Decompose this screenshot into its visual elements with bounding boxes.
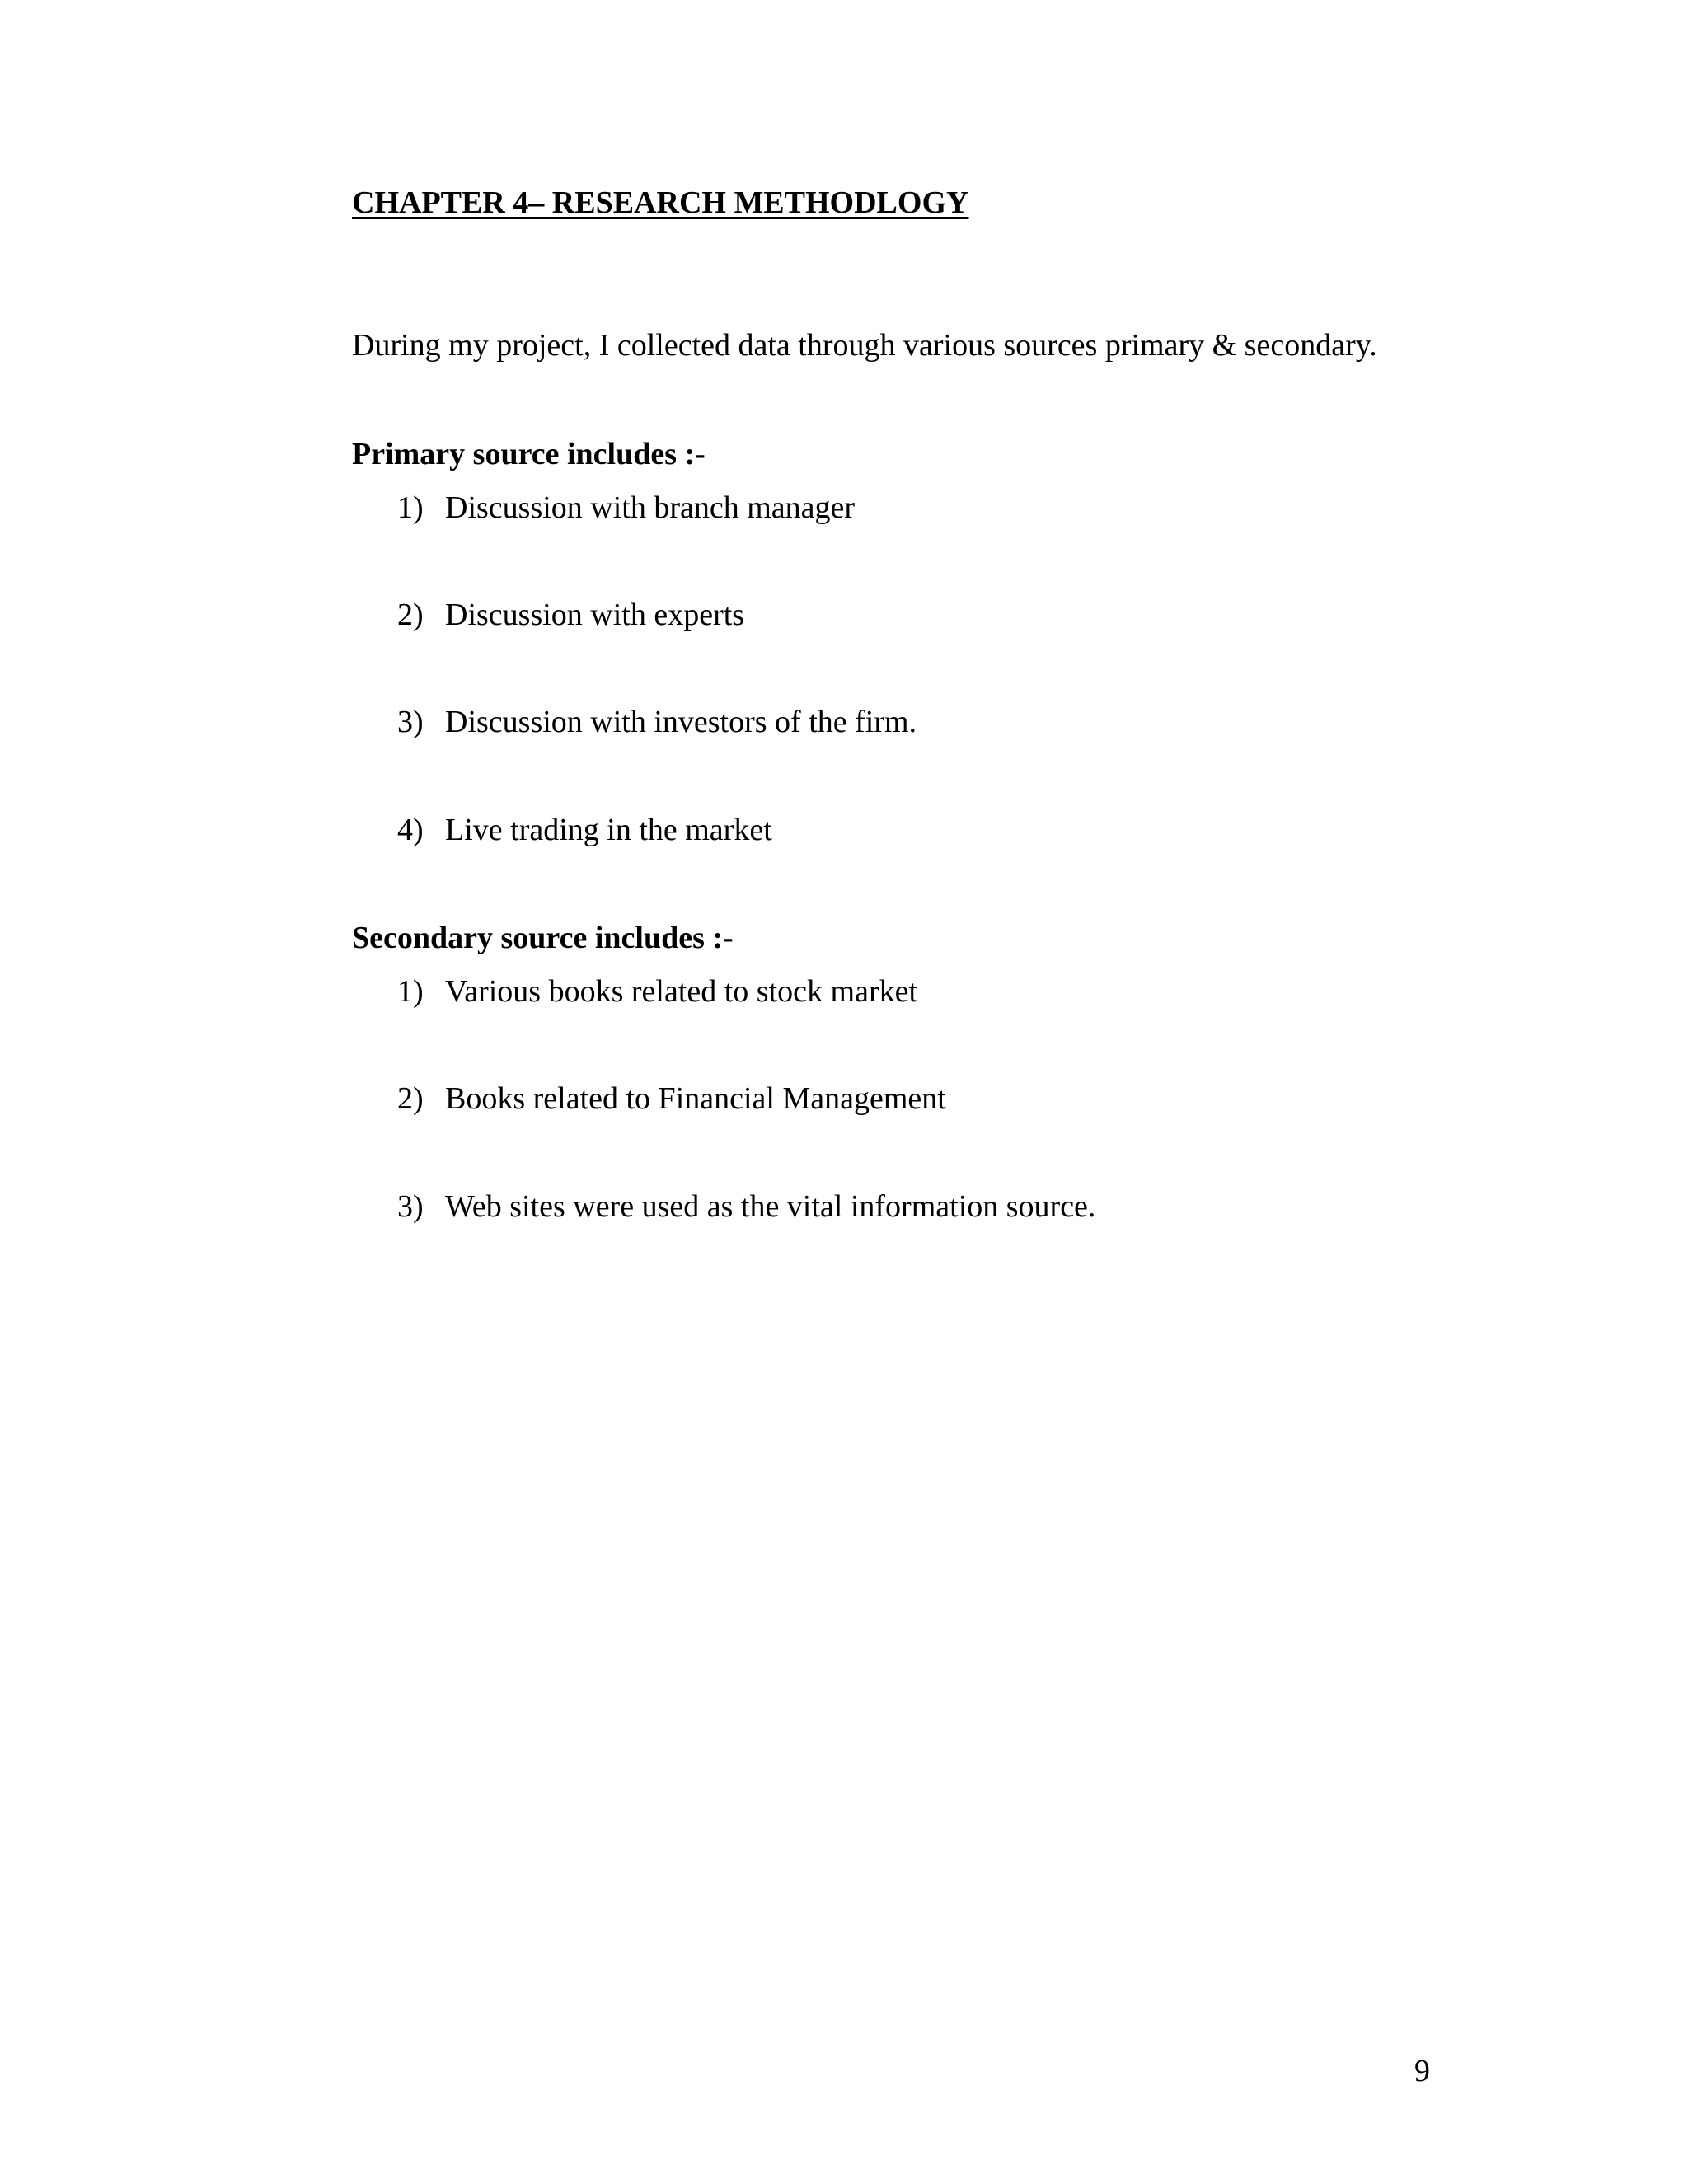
primary-list-item [397, 597, 744, 633]
list-number: 2) [397, 1081, 424, 1116]
primary-list-item [397, 812, 772, 848]
list-item-text: Live trading in the market [445, 813, 772, 847]
list-item-text: Web sites were used as the vital information source. [445, 1189, 1096, 1224]
secondary-list-item [397, 973, 917, 1010]
list-item-text: Various books related to stock market [445, 974, 918, 1009]
primary-source-heading: Primary source includes :- [352, 437, 706, 471]
list-number: 1) [397, 490, 424, 525]
intro-paragraph: During my project, I collected data through various sources primary & secondary. [352, 328, 1377, 363]
list-number: 2) [397, 598, 424, 632]
list-item-text: Discussion with investors of the firm. [445, 705, 917, 739]
secondary-list-item [397, 1188, 1095, 1225]
list-number: 1) [397, 974, 424, 1009]
list-number: 3) [397, 1189, 424, 1224]
page-number: 9 [1414, 2054, 1430, 2088]
list-number: 3) [397, 705, 424, 739]
secondary-source-heading: Secondary source includes :- [352, 921, 734, 955]
primary-list-item [397, 704, 917, 740]
chapter-title: CHAPTER 4– RESEARCH METHODLOGY [352, 185, 969, 220]
secondary-list-item [397, 1080, 946, 1117]
list-number: 4) [397, 813, 424, 847]
primary-list-item [397, 490, 855, 526]
list-item-text: Discussion with branch manager [445, 490, 856, 525]
list-item-text: Discussion with experts [445, 598, 745, 632]
list-item-text: Books related to Financial Management [445, 1081, 946, 1116]
